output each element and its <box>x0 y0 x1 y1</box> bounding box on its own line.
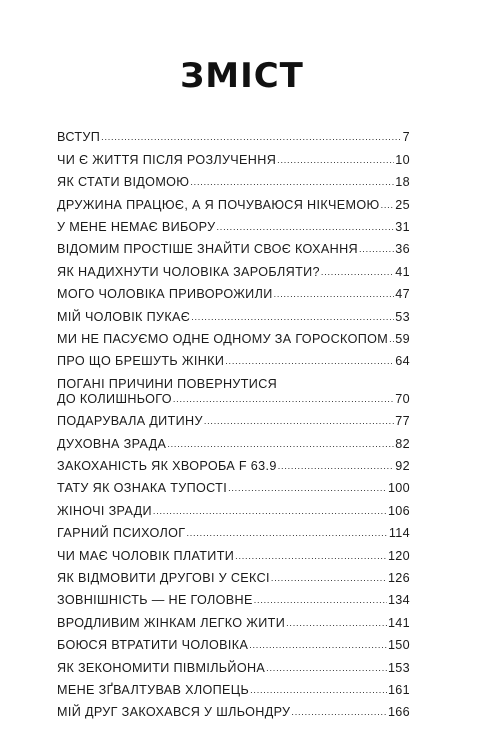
toc-leader-dots <box>153 505 387 517</box>
toc-entry-title: МІЙ ДРУГ ЗАКОХАВСЯ У ШЛЬОНДРУ <box>57 705 291 720</box>
toc-entry[interactable] <box>57 653 410 675</box>
toc-entry[interactable] <box>57 452 410 474</box>
toc-entry-title: МЕНЕ ЗҐВАЛТУВАВ ХЛОПЕЦЬ <box>57 682 250 697</box>
toc-page-number: 114 <box>388 526 410 541</box>
toc-leader-dots <box>278 460 395 472</box>
toc-entry-title: ДО КОЛИШНЬОГО <box>57 391 172 406</box>
toc-page-number: 47 <box>395 287 410 302</box>
toc-page-number: 18 <box>395 175 410 190</box>
toc-entry-title: У МЕНЕ НЕМАЄ ВИБОРУ <box>57 219 216 234</box>
toc-entry[interactable] <box>57 519 410 541</box>
toc-leader-dots <box>277 154 394 166</box>
toc-entry[interactable] <box>57 190 410 212</box>
toc-page-number: 64 <box>395 354 410 369</box>
toc-leader-dots <box>186 527 387 539</box>
toc-page-number: 36 <box>395 242 410 257</box>
toc-entry[interactable] <box>57 280 410 302</box>
toc-entry-title: БОЮСЯ ВТРАТИТИ ЧОЛОВІКА <box>57 638 249 653</box>
toc-entry[interactable] <box>57 213 410 235</box>
toc-page-number: 141 <box>387 615 410 630</box>
toc-page-number: 120 <box>387 548 410 563</box>
toc-entry-title-line1: ПОГАНІ ПРИЧИНИ ПОВЕРНУТИСЯ <box>57 376 278 391</box>
toc-entry[interactable] <box>57 429 410 451</box>
toc-entry-title: ГАРНИЙ ПСИХОЛОГ <box>57 526 186 541</box>
toc-entry[interactable] <box>57 168 410 190</box>
toc-entry[interactable] <box>57 369 410 407</box>
toc-page-number: 106 <box>387 503 410 518</box>
toc-entry-title: ЯК ВІДМОВИТИ ДРУГОВІ У СЕКСІ <box>57 571 270 586</box>
toc-entry-title: ЗОВНІШНІСТЬ — НЕ ГОЛОВНЕ <box>57 593 253 608</box>
toc-page-number: 92 <box>395 459 410 474</box>
toc-entry-title: ДУХОВНА ЗРАДА <box>57 436 167 451</box>
toc-leader-dots <box>216 221 394 233</box>
toc-leader-dots <box>228 482 387 494</box>
toc-entry-title: МИ НЕ ПАСУЄМО ОДНЕ ОДНОМУ ЗА ГОРОСКОПОМ <box>57 331 389 346</box>
toc-entry-first-line <box>57 377 410 392</box>
toc-entry[interactable] <box>57 347 410 369</box>
toc-entry[interactable] <box>57 586 410 608</box>
toc-entry[interactable] <box>57 698 410 720</box>
toc-leader-dots <box>225 355 394 367</box>
toc-entry-title: ВІДОМИМ ПРОСТІШЕ ЗНАЙТИ СВОЄ КОХАННЯ <box>57 242 358 257</box>
toc-entry[interactable] <box>57 145 410 167</box>
toc-page-number: 82 <box>395 436 410 451</box>
toc-page-number: 161 <box>387 682 410 697</box>
toc-entry[interactable] <box>57 676 410 698</box>
toc-leader-dots <box>167 438 394 450</box>
toc-page-number: 153 <box>387 660 410 675</box>
toc-entry-title: ЧИ МАЄ ЧОЛОВІК ПЛАТИТИ <box>57 548 235 563</box>
toc-entry-title: ПРО ЩО БРЕШУТЬ ЖІНКИ <box>57 354 225 369</box>
toc-leader-dots <box>274 288 395 300</box>
toc-leader-dots <box>191 311 394 323</box>
toc-page-number: 7 <box>402 130 410 145</box>
toc-page-number: 166 <box>387 705 410 720</box>
toc-page-number: 100 <box>387 481 410 496</box>
toc-leader-dots <box>381 199 395 211</box>
toc-page-number: 41 <box>395 264 410 279</box>
toc-page-number: 134 <box>387 593 410 608</box>
toc-page-number: 31 <box>395 219 410 234</box>
toc-entry-title: ТАТУ ЯК ОЗНАКА ТУПОСТІ <box>57 481 228 496</box>
toc-leader-dots <box>321 266 394 278</box>
toc-entry[interactable] <box>57 407 410 429</box>
toc-entry[interactable] <box>57 496 410 518</box>
toc-leader-dots <box>101 131 401 143</box>
toc-leader-dots <box>266 662 387 674</box>
toc-page-number: 150 <box>387 638 410 653</box>
table-of-contents <box>57 123 410 720</box>
toc-entry[interactable] <box>57 541 410 563</box>
toc-entry-title: ЗАКОХАНІСТЬ ЯК ХВОРОБА F 63.9 <box>57 459 277 474</box>
toc-page-number: 25 <box>395 197 410 212</box>
toc-entry-title: ЖІНОЧІ ЗРАДИ <box>57 503 152 518</box>
toc-entry-title: ДРУЖИНА ПРАЦЮЄ, А Я ПОЧУВАЮСЯ НІКЧЕМОЮ <box>57 197 380 212</box>
toc-page-number: 10 <box>395 152 410 167</box>
toc-page-number: 59 <box>395 331 410 346</box>
toc-page-number: 77 <box>395 414 410 429</box>
toc-leader-dots <box>190 176 394 188</box>
toc-page-number: 53 <box>395 309 410 324</box>
toc-entry[interactable] <box>57 631 410 653</box>
toc-entry-title: МІЙ ЧОЛОВІК ПУКАЄ <box>57 309 191 324</box>
toc-entry[interactable] <box>57 474 410 496</box>
toc-leader-dots <box>173 393 394 405</box>
toc-leader-dots <box>250 684 387 696</box>
toc-leader-dots <box>291 706 387 718</box>
toc-entry-title: ПОДАРУВАЛА ДИТИНУ <box>57 414 203 429</box>
toc-page-number: 126 <box>387 571 410 586</box>
toc-leader-dots <box>286 617 387 629</box>
toc-entry-title: МОГО ЧОЛОВІКА ПРИВОРОЖИЛИ <box>57 287 273 302</box>
toc-leader-dots <box>271 572 387 584</box>
toc-entry-title: ЯК НАДИХНУТИ ЧОЛОВІКА ЗАРОБЛЯТИ? <box>57 264 320 279</box>
toc-entry[interactable] <box>57 564 410 586</box>
toc-leader-dots <box>204 415 394 427</box>
toc-entry-second-line <box>57 392 410 407</box>
toc-leader-dots <box>249 639 387 651</box>
toc-entry[interactable] <box>57 235 410 257</box>
toc-entry[interactable] <box>57 302 410 324</box>
toc-entry-title: ЯК СТАТИ ВІДОМОЮ <box>57 175 190 190</box>
toc-entry[interactable] <box>57 608 410 630</box>
toc-entry-title: ЧИ Є ЖИТТЯ ПІСЛЯ РОЗЛУЧЕННЯ <box>57 152 277 167</box>
toc-leader-dots <box>359 243 394 255</box>
toc-page-number: 70 <box>395 391 410 406</box>
toc-leader-dots <box>235 550 387 562</box>
toc-entry[interactable] <box>57 325 410 347</box>
toc-leader-dots <box>254 594 387 606</box>
toc-leader-dots <box>389 333 394 345</box>
toc-entry-title: ЯК ЗЕКОНОМИТИ ПІВМІЛЬЙОНА <box>57 660 266 675</box>
page-title: ЗМІСТ <box>180 56 304 96</box>
toc-entry[interactable] <box>57 257 410 279</box>
toc-entry-title: ВСТУП <box>57 130 101 145</box>
toc-entry[interactable] <box>57 123 410 145</box>
toc-entry-title: ВРОДЛИВИМ ЖІНКАМ ЛЕГКО ЖИТИ <box>57 615 286 630</box>
